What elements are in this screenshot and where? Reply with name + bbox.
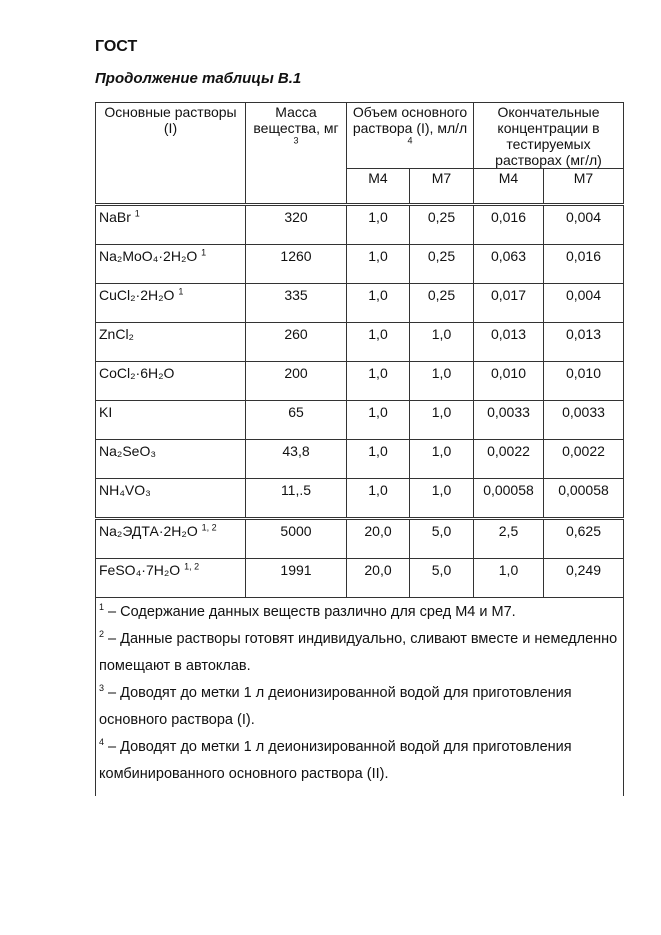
conc-m7: 0,010 (544, 362, 624, 401)
substance-name: Na₂ЭДТА·2H₂O $^{1, 2}$ (96, 519, 246, 559)
volume-m7: 5,0 (410, 559, 474, 598)
substance-name: CoCl₂·6H₂O (96, 362, 246, 401)
conc-m4: 0,063 (474, 245, 544, 284)
volume-m7: 1,0 (410, 362, 474, 401)
conc-m7: 0,016 (544, 245, 624, 284)
header-mass: Масса вещества, мг $^3$ (246, 103, 347, 205)
mass-value: 43,8 (246, 440, 347, 479)
conc-m7: 0,00058 (544, 479, 624, 519)
conc-m7: 0,004 (544, 284, 624, 323)
table-row (96, 362, 624, 401)
footnote: $^1$ – Содержание данных веществ различно для сред М4 и М7. (99, 602, 516, 620)
header-conc-m4: М4 (474, 169, 544, 205)
conc-m4: 0,016 (474, 205, 544, 245)
table-row (96, 519, 624, 559)
footnote: $^4$ – Доводят до метки 1 л деионизированной водой для приготовления комбинированного основного раствора (II). (99, 737, 572, 782)
footnote: $^2$ – Данные растворы готовят индивидуально, сливают вместе и немедленно помещают в автоклав. (99, 629, 618, 674)
volume-m4: 20,0 (347, 559, 410, 598)
conc-m4: 0,0022 (474, 440, 544, 479)
conc-m7: 0,013 (544, 323, 624, 362)
volume-m7: 1,0 (410, 323, 474, 362)
volume-m7: 0,25 (410, 245, 474, 284)
header-solutions: Основные растворы (I) (96, 103, 246, 205)
conc-m4: 0,00058 (474, 479, 544, 519)
volume-m7: 5,0 (410, 519, 474, 559)
conc-m7: 0,0022 (544, 440, 624, 479)
header-volume-m7: М7 (410, 169, 474, 205)
table-row (96, 205, 624, 245)
volume-m7: 1,0 (410, 440, 474, 479)
volume-m4: 1,0 (347, 479, 410, 519)
header-concentration: Окончательные концентрации в тестируемых растворах (мг/л) (474, 103, 624, 169)
volume-m4: 1,0 (347, 362, 410, 401)
table-row (96, 440, 624, 479)
conc-m4: 2,5 (474, 519, 544, 559)
volume-m4: 1,0 (347, 440, 410, 479)
conc-m7: 0,625 (544, 519, 624, 559)
table-row (96, 323, 624, 362)
volume-m4: 1,0 (347, 323, 410, 362)
table-footnotes (96, 598, 624, 797)
table-row (96, 401, 624, 440)
mass-value: 200 (246, 362, 347, 401)
substance-name: FeSO₄·7H₂O $^{1, 2}$ (96, 559, 246, 598)
conc-m7: 0,0033 (544, 401, 624, 440)
mass-value: 320 (246, 205, 347, 245)
document-header: ГОСТ (95, 38, 138, 55)
substance-name: Na₂MoO₄·2H₂O $^1$ (96, 245, 246, 284)
volume-m4: 1,0 (347, 401, 410, 440)
conc-m4: 0,010 (474, 362, 544, 401)
header-volume-m4: М4 (347, 169, 410, 205)
substance-name: KI (96, 401, 246, 440)
table-caption: Продолжение таблицы В.1 (95, 70, 302, 87)
footnote: $^3$ – Доводят до метки 1 л деионизированной водой для приготовления основного раствора (I). (99, 683, 572, 728)
mass-value: 1991 (246, 559, 347, 598)
volume-m7: 0,25 (410, 205, 474, 245)
volume-m4: 1,0 (347, 245, 410, 284)
volume-m7: 1,0 (410, 479, 474, 519)
substance-name: Na₂SeO₃ (96, 440, 246, 479)
conc-m4: 0,013 (474, 323, 544, 362)
mass-value: 5000 (246, 519, 347, 559)
conc-m7: 0,004 (544, 205, 624, 245)
substance-name: NH₄VO₃ (96, 479, 246, 519)
mass-value: 260 (246, 323, 347, 362)
conc-m4: 1,0 (474, 559, 544, 598)
substance-name: CuCl₂·2H₂O $^1$ (96, 284, 246, 323)
conc-m7: 0,249 (544, 559, 624, 598)
substance-name: NaBr $^1$ (96, 205, 246, 245)
table-row (96, 479, 624, 519)
mass-value: 65 (246, 401, 347, 440)
mass-value: 335 (246, 284, 347, 323)
table-row (96, 245, 624, 284)
volume-m4: 1,0 (347, 205, 410, 245)
volume-m7: 1,0 (410, 401, 474, 440)
mass-value: 1260 (246, 245, 347, 284)
conc-m4: 0,0033 (474, 401, 544, 440)
table-row (96, 284, 624, 323)
volume-m4: 20,0 (347, 519, 410, 559)
solutions-table (95, 102, 624, 796)
header-conc-m7: М7 (544, 169, 624, 205)
volume-m4: 1,0 (347, 284, 410, 323)
header-volume: Объем основного раствора (I), мл/л $^4$ (347, 103, 474, 169)
substance-name: ZnCl₂ (96, 323, 246, 362)
mass-value: 11,.5 (246, 479, 347, 519)
conc-m4: 0,017 (474, 284, 544, 323)
table-row (96, 559, 624, 598)
volume-m7: 0,25 (410, 284, 474, 323)
